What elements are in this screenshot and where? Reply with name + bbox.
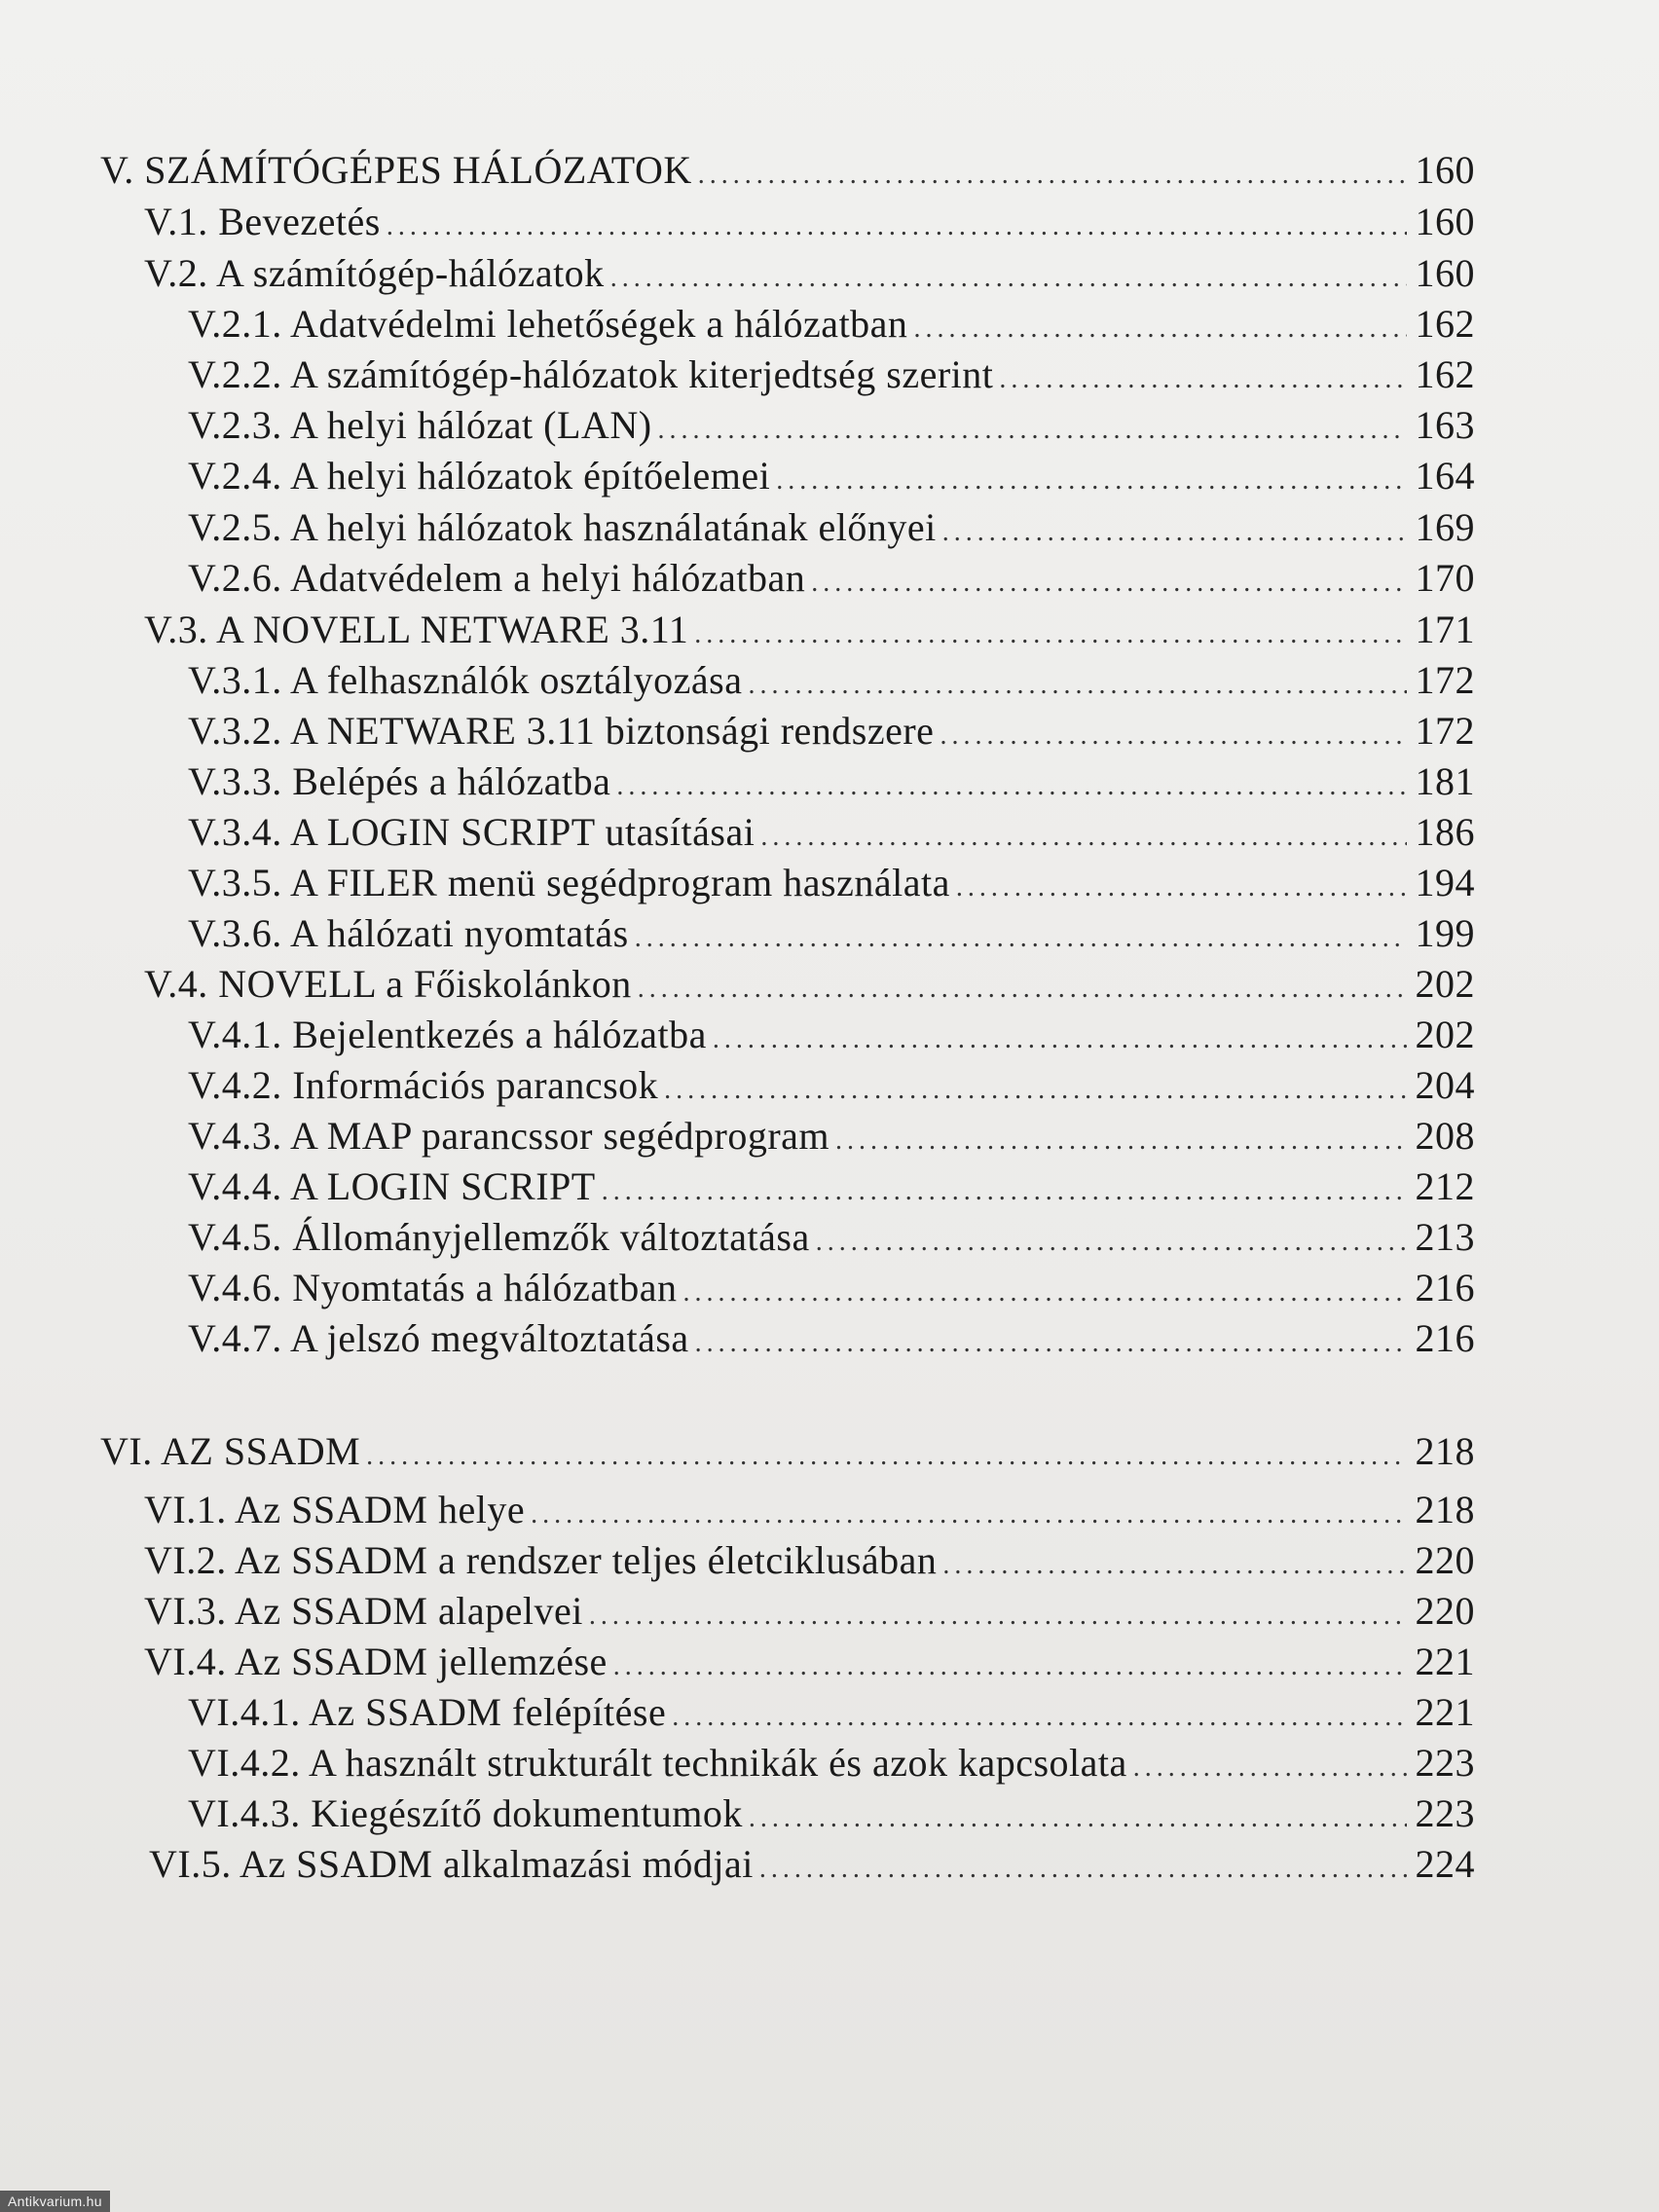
- leader-dots: [913, 304, 1407, 354]
- toc-entry-title: V.4.6. Nyomtatás a hálózatban: [188, 1266, 678, 1309]
- leader-dots: [589, 1591, 1407, 1641]
- toc-entry: [188, 299, 1475, 350]
- toc-page-number: 221: [1415, 1640, 1475, 1683]
- leader-dots: [387, 202, 1407, 252]
- toc-entry: [188, 807, 1475, 858]
- toc-entry: [188, 1788, 1475, 1839]
- leader-dots: [999, 354, 1407, 405]
- leader-dots: [610, 253, 1407, 304]
- toc-page-number: 163: [1415, 403, 1475, 447]
- toc-entry-title: V.2.4. A helyi hálózatok építőelemei: [188, 454, 771, 498]
- toc-entry: [144, 1586, 1475, 1637]
- toc-entry-title: V.2.2. A számítógép-hálózatok kiterjedtség szerint: [188, 352, 994, 396]
- toc-entry: [188, 350, 1475, 400]
- toc-page-number: 208: [1415, 1114, 1475, 1158]
- toc-entry: [188, 502, 1475, 553]
- toc-entry: [188, 706, 1475, 756]
- toc-entry-title: V.4.3. A MAP parancssor segédprogram: [188, 1114, 830, 1158]
- toc-page-number: 181: [1415, 759, 1475, 803]
- leader-dots: [942, 507, 1407, 558]
- toc-page-number: 194: [1415, 861, 1475, 904]
- toc-entry: [144, 959, 1475, 1010]
- toc-page-number: 164: [1415, 454, 1475, 498]
- toc-page-number: 221: [1415, 1690, 1475, 1734]
- leader-dots: [940, 711, 1407, 761]
- toc-entry: [100, 145, 1475, 196]
- leader-dots: [366, 1431, 1407, 1482]
- toc-entry-title: VI.4. Az SSADM jellemzése: [144, 1640, 608, 1683]
- toc-page-number: 172: [1415, 709, 1475, 753]
- toc-entry-title: V.4.5. Állományjellemzők változtatása: [188, 1215, 810, 1259]
- toc-page-number: 224: [1415, 1842, 1475, 1886]
- toc-page-number: 170: [1415, 556, 1475, 600]
- toc-entry-title: V.4.4. A LOGIN SCRIPT: [188, 1164, 596, 1208]
- toc-entry: [188, 451, 1475, 501]
- toc-entry: [144, 1485, 1475, 1535]
- toc-page-number: 172: [1415, 658, 1475, 702]
- leader-dots: [956, 863, 1407, 913]
- leader-dots: [698, 150, 1407, 201]
- toc-entry-title: V.3.5. A FILER menü segédprogram használata: [188, 861, 950, 904]
- toc-page-number: 160: [1415, 148, 1475, 192]
- toc-entry-title: VI.5. Az SSADM alkalmazási módjai: [149, 1842, 754, 1886]
- toc-entry-title: V.4. NOVELL a Főiskolánkon: [144, 962, 632, 1006]
- toc-page-number: 162: [1415, 352, 1475, 396]
- leader-dots: [602, 1166, 1407, 1217]
- toc-entry: [188, 1111, 1475, 1161]
- toc-page-number: 216: [1415, 1266, 1475, 1309]
- leader-dots: [749, 1793, 1407, 1844]
- toc-page-number: 160: [1415, 251, 1475, 295]
- watermark-label: Antikvarium.hu: [0, 2191, 110, 2212]
- toc-entry: [188, 1010, 1475, 1060]
- toc-page-number: 199: [1415, 911, 1475, 955]
- toc-entry-title: V.2.5. A helyi hálózatok használatának előnyei: [188, 505, 937, 549]
- toc-entry: [188, 1687, 1475, 1738]
- leader-dots: [1133, 1743, 1407, 1793]
- toc-entry-title: V.1. Bevezetés: [144, 200, 381, 243]
- leader-dots: [664, 1065, 1407, 1116]
- leader-dots: [613, 1641, 1407, 1692]
- toc-page-number: 202: [1415, 1013, 1475, 1056]
- leader-dots: [776, 456, 1407, 506]
- toc-page-number: 220: [1415, 1538, 1475, 1582]
- toc-page-number: 218: [1415, 1429, 1475, 1473]
- toc-entry-title: VI.4.3. Kiegészítő dokumentumok: [188, 1791, 743, 1835]
- toc-page-number: 160: [1415, 200, 1475, 243]
- toc-entry-title: V.2. A számítógép-hálózatok: [144, 251, 605, 295]
- toc-entry-title: VI.1. Az SSADM helye: [144, 1488, 526, 1531]
- leader-dots: [748, 660, 1407, 711]
- leader-dots: [672, 1692, 1407, 1743]
- leader-dots: [638, 964, 1407, 1014]
- toc-entry-title: V.3.4. A LOGIN SCRIPT utasításai: [188, 810, 756, 854]
- toc-entry: [144, 1535, 1475, 1586]
- toc-entry-title: V.2.6. Adatvédelem a helyi hálózatban: [188, 556, 806, 600]
- toc-entry: [188, 756, 1475, 807]
- toc-page-number: 186: [1415, 810, 1475, 854]
- toc-entry-title: VI.4.2. A használt strukturált technikák és azok kapcsolata: [188, 1741, 1127, 1785]
- leader-dots: [694, 609, 1407, 660]
- toc-page-number: 220: [1415, 1589, 1475, 1633]
- toc-entry: [188, 553, 1475, 604]
- toc-entry: [188, 1212, 1475, 1263]
- toc-entry-title: VI. AZ SSADM: [100, 1429, 361, 1473]
- toc-entry: [144, 605, 1475, 655]
- toc-page-number: 171: [1415, 608, 1475, 651]
- leader-dots: [658, 405, 1407, 456]
- toc-entry-title: V. SZÁMÍTÓGÉPES HÁLÓZATOK: [100, 148, 692, 192]
- toc-entry: [149, 1839, 1475, 1890]
- leader-dots: [683, 1268, 1407, 1318]
- toc-entry: [188, 1738, 1475, 1788]
- toc-entry: [100, 1426, 1475, 1477]
- leader-dots: [616, 761, 1407, 812]
- toc-entry-title: V.4.2. Információs parancsok: [188, 1063, 659, 1107]
- leader-dots: [811, 558, 1407, 608]
- toc-entry-title: V.2.3. A helyi hálózat (LAN): [188, 403, 652, 447]
- leader-dots: [759, 1844, 1407, 1895]
- toc-page-number: 223: [1415, 1791, 1475, 1835]
- toc-page-number: 162: [1415, 302, 1475, 346]
- toc-entry: [188, 655, 1475, 706]
- toc-entry: [188, 908, 1475, 959]
- leader-dots: [695, 1318, 1407, 1369]
- toc-entry-title: V.3.6. A hálózati nyomtatás: [188, 911, 629, 955]
- toc-page-number: 212: [1415, 1164, 1475, 1208]
- toc-page-number: 216: [1415, 1316, 1475, 1360]
- toc-entry-title: V.3.1. A felhasználók osztályozása: [188, 658, 743, 702]
- toc-entry-title: V.3.2. A NETWARE 3.11 biztonsági rendszere: [188, 709, 935, 753]
- toc-entry: [188, 400, 1475, 451]
- toc-entry-title: V.4.1. Bejelentkezés a hálózatba: [188, 1013, 707, 1056]
- toc-page-number: 223: [1415, 1741, 1475, 1785]
- toc-entry-title: VI.2. Az SSADM a rendszer teljes életciklusában: [144, 1538, 938, 1582]
- leader-dots: [713, 1014, 1407, 1065]
- toc-entry-title: V.3.3. Belépés a hálózatba: [188, 759, 611, 803]
- leader-dots: [635, 913, 1407, 964]
- leader-dots: [835, 1116, 1407, 1166]
- leader-dots: [760, 812, 1407, 863]
- toc-page-number: 218: [1415, 1488, 1475, 1531]
- toc-entry: [188, 1313, 1475, 1364]
- toc-entry: [144, 248, 1475, 299]
- toc-entry-title: VI.4.1. Az SSADM felépítése: [188, 1690, 667, 1734]
- toc-entry: [188, 1263, 1475, 1313]
- toc-page-number: 213: [1415, 1215, 1475, 1259]
- toc-entry: [144, 197, 1475, 247]
- toc-entry: [188, 1060, 1475, 1111]
- toc-entry-title: V.2.1. Adatvédelmi lehetőségek a hálózatban: [188, 302, 908, 346]
- toc-entry: [144, 1637, 1475, 1687]
- toc-page-number: 202: [1415, 962, 1475, 1006]
- leader-dots: [942, 1540, 1407, 1591]
- leader-dots: [816, 1217, 1407, 1268]
- toc-entry-title: V.3. A NOVELL NETWARE 3.11: [144, 608, 689, 651]
- toc-entry-title: VI.3. Az SSADM alapelvei: [144, 1589, 583, 1633]
- toc-entry-title: V.4.7. A jelszó megváltoztatása: [188, 1316, 689, 1360]
- toc-entry: [188, 1161, 1475, 1212]
- toc-page-number: 204: [1415, 1063, 1475, 1107]
- leader-dots: [531, 1490, 1407, 1540]
- toc-page-number: 169: [1415, 505, 1475, 549]
- toc-entry: [188, 858, 1475, 908]
